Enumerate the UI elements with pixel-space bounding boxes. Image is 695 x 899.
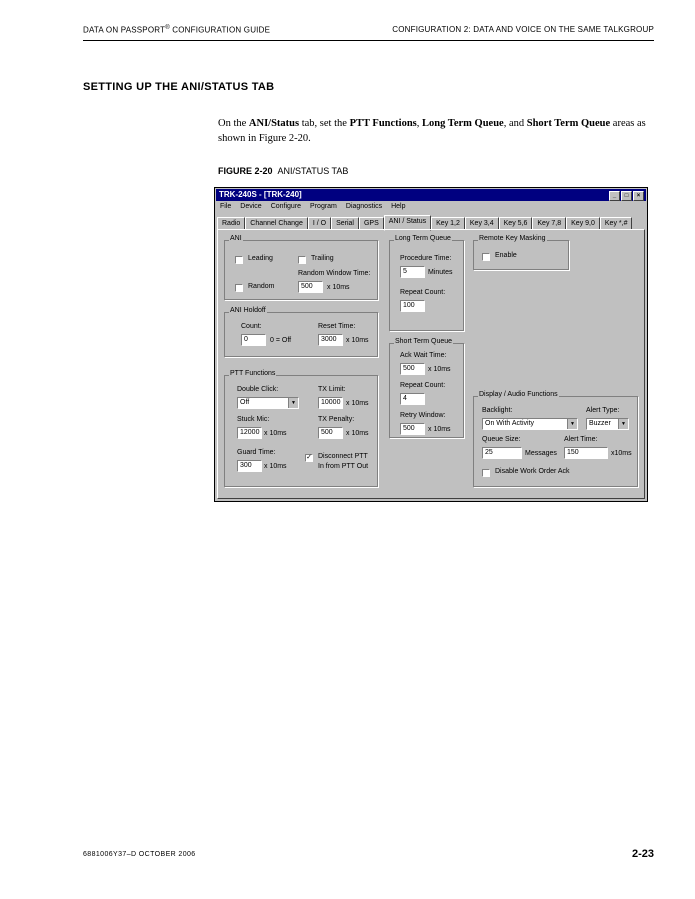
tab-channel-change[interactable]: Channel Change	[245, 217, 308, 230]
procedure-time-unit: Minutes	[428, 269, 453, 276]
menu-diagnostics[interactable]: Diagnostics	[345, 203, 383, 210]
body-text-1: On the	[218, 118, 249, 129]
enable-label: Enable	[495, 252, 517, 259]
short-term-queue-title: Short Term Queue	[395, 338, 453, 345]
trailing-label: Trailing	[311, 255, 334, 262]
stuck-mic-unit: x 10ms	[264, 430, 287, 437]
tx-penalty-label: TX Penalty:	[318, 416, 355, 423]
ani-group	[224, 235, 378, 300]
long-repeat-count-input[interactable]: 100	[400, 300, 425, 312]
menu-help[interactable]: Help	[391, 203, 406, 210]
tx-penalty-unit: x 10ms	[346, 430, 369, 437]
section-title: SETTING UP THE ANI/STATUS TAB	[83, 81, 275, 93]
random-window-label: Random Window Time:	[298, 270, 371, 277]
ani-holdoff-group	[224, 307, 378, 357]
long-term-queue-group	[389, 235, 464, 331]
body-bold-ani-status: ANI/Status	[248, 118, 300, 129]
enable-checkbox[interactable]	[482, 253, 490, 261]
trailing-checkbox[interactable]	[298, 256, 306, 264]
ack-wait-time-input[interactable]: 500	[400, 363, 425, 375]
disable-ack-label: Disable Work Order Ack	[495, 468, 570, 475]
window-titlebar[interactable]	[216, 189, 646, 201]
random-label: Random	[248, 283, 275, 290]
disconnect-ptt-label-line1: Disconnect PTT	[318, 453, 368, 460]
guard-time-input[interactable]: 300	[237, 460, 262, 472]
stuck-mic-input[interactable]: 12000	[237, 427, 262, 439]
long-term-queue-title: Long Term Queue	[395, 235, 451, 242]
menu-program[interactable]: Program	[310, 203, 337, 210]
body-bold-ptt-functions: PTT Functions	[349, 118, 417, 129]
tab-gps[interactable]: GPS	[359, 217, 384, 230]
backlight-value: On With Activity	[485, 420, 535, 427]
tab-panel	[217, 229, 645, 499]
running-header-left	[83, 25, 270, 35]
ani-holdoff-title: ANI Holdoff	[230, 307, 266, 314]
ack-wait-time-unit: x 10ms	[428, 366, 451, 373]
display-audio-title: Display / Audio Functions	[479, 391, 558, 398]
double-click-value: Off	[240, 399, 250, 406]
tab-key-5-6[interactable]: Key 5,6	[499, 217, 533, 230]
tab-io[interactable]: I / O	[308, 217, 331, 230]
ptt-functions-group	[224, 370, 378, 487]
tab-key-7-8[interactable]: Key 7,8	[532, 217, 566, 230]
short-repeat-count-input[interactable]: 4	[400, 393, 425, 405]
tx-limit-input[interactable]: 10000	[318, 397, 343, 409]
retry-window-input[interactable]: 500	[400, 423, 425, 435]
page-number: 2-23	[631, 848, 654, 860]
menu-configure[interactable]: Configure	[270, 203, 302, 210]
random-checkbox[interactable]	[235, 284, 243, 292]
leading-checkbox[interactable]	[235, 256, 243, 264]
alert-time-label: Alert Time:	[564, 436, 598, 443]
header-left-text: DATA ON PASSPORT	[83, 25, 166, 35]
procedure-time-label: Procedure Time:	[400, 255, 452, 262]
alert-time-unit: x10ms	[611, 450, 632, 457]
chevron-down-icon[interactable]: ▼	[618, 419, 628, 429]
menu-bar	[217, 203, 405, 213]
queue-size-input[interactable]: 25	[482, 447, 522, 459]
menu-file[interactable]: File	[220, 203, 232, 210]
tab-key-9-0[interactable]: Key 9,0	[566, 217, 600, 230]
count-input[interactable]: 0	[241, 334, 266, 346]
tx-penalty-input[interactable]: 500	[318, 427, 343, 439]
footer-doc-id: 6881006Y37–D OCTOBER 2006	[83, 851, 196, 858]
tab-radio[interactable]: Radio	[217, 217, 245, 230]
tab-ani-status[interactable]: ANI / Status	[384, 215, 431, 231]
tx-limit-label: TX Limit:	[318, 386, 346, 393]
tx-limit-unit: x 10ms	[346, 400, 369, 407]
header-rule	[83, 40, 654, 41]
maximize-button[interactable]: □	[621, 191, 632, 201]
alert-type-value: Buzzer	[589, 420, 611, 427]
backlight-label: Backlight:	[482, 407, 513, 414]
procedure-time-input[interactable]: 5	[400, 266, 425, 278]
chevron-down-icon[interactable]: ▼	[288, 398, 298, 408]
guard-time-unit: x 10ms	[264, 463, 287, 470]
disconnect-ptt-label-line2: In from PTT Out	[318, 463, 369, 470]
disconnect-ptt-checkbox[interactable]: ✓	[306, 454, 312, 461]
remote-key-masking-group	[473, 235, 569, 270]
window-title: TRK-240S - [TRK-240]	[219, 190, 302, 199]
short-term-queue-group	[389, 338, 464, 438]
body-paragraph	[218, 116, 658, 146]
alert-type-select[interactable]	[586, 418, 629, 430]
reset-time-label: Reset Time:	[318, 323, 356, 330]
menu-device[interactable]: Device	[240, 203, 262, 210]
tab-key-3-4[interactable]: Key 3,4	[465, 217, 499, 230]
figure-number: FIGURE 2-20	[218, 166, 273, 176]
close-button[interactable]: ×	[633, 191, 644, 201]
long-repeat-count-label: Repeat Count:	[400, 289, 446, 296]
alert-type-label: Alert Type:	[586, 407, 620, 414]
double-click-select[interactable]	[237, 397, 299, 409]
app-window	[214, 187, 648, 502]
running-header-right: CONFIGURATION 2: DATA AND VOICE ON THE SAME TALKGROUP	[392, 25, 654, 34]
random-window-input[interactable]: 500	[298, 281, 323, 293]
reset-time-input[interactable]: 3000	[318, 334, 343, 346]
disable-ack-checkbox[interactable]	[482, 469, 490, 477]
body-text-3: ,	[416, 118, 423, 129]
random-window-unit: x 10ms	[327, 284, 350, 291]
body-text-5: areas as shown in Figure 2-20.	[218, 118, 646, 144]
alert-time-input[interactable]: 150	[564, 447, 608, 459]
backlight-select[interactable]	[482, 418, 578, 430]
tab-serial[interactable]: Serial	[331, 217, 359, 230]
ani-group-title: ANI	[230, 235, 242, 242]
body-bold-long-term-queue: Long Term Queue	[422, 118, 504, 129]
guard-time-label: Guard Time:	[237, 449, 276, 456]
window-controls	[609, 191, 644, 201]
short-repeat-count-label: Repeat Count:	[400, 382, 446, 389]
stuck-mic-label: Stuck Mic:	[237, 416, 270, 423]
minimize-button[interactable]: _	[609, 191, 620, 201]
tab-strip	[217, 216, 632, 229]
double-click-label: Double Click:	[237, 386, 279, 393]
body-text-4: , and	[503, 118, 527, 129]
remote-key-masking-title: Remote Key Masking	[479, 235, 546, 242]
body-text-2: tab, set the	[299, 118, 350, 129]
retry-window-unit: x 10ms	[428, 426, 451, 433]
retry-window-label: Retry Window:	[400, 412, 446, 419]
queue-size-unit: Messages	[525, 450, 557, 457]
count-note: 0 = Off	[270, 337, 292, 344]
registered-mark: ®	[165, 25, 170, 31]
ack-wait-time-label: Ack Wait Time:	[400, 352, 447, 359]
count-label: Count:	[241, 323, 262, 330]
figure-title: ANI/STATUS TAB	[277, 166, 349, 176]
ptt-functions-title: PTT Functions	[230, 370, 276, 377]
leading-label: Leading	[248, 255, 273, 262]
figure-caption	[218, 166, 348, 176]
tab-key-1-2[interactable]: Key 1,2	[431, 217, 465, 230]
body-bold-short-term-queue: Short Term Queue	[526, 118, 611, 129]
header-left-suffix: CONFIGURATION GUIDE	[169, 25, 271, 35]
reset-time-unit: x 10ms	[346, 337, 369, 344]
tab-key-star-hash[interactable]: Key *,#	[600, 217, 633, 230]
display-audio-group	[473, 391, 638, 487]
chevron-down-icon[interactable]: ▼	[567, 419, 577, 429]
queue-size-label: Queue Size:	[482, 436, 521, 443]
